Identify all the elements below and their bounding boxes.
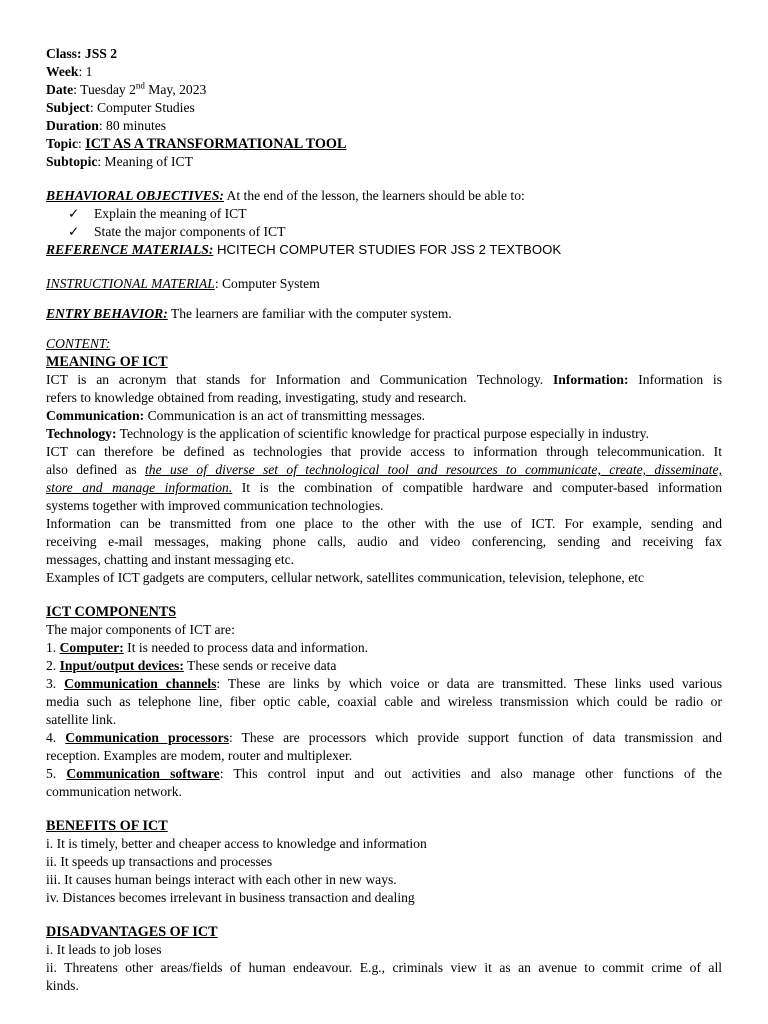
meaning-heading: MEANING OF ICT bbox=[46, 354, 168, 370]
benefits-heading: BENEFITS OF ICT bbox=[46, 818, 168, 834]
meaning-para-line: refers to knowledge obtained from reading, investigating, study and research. bbox=[46, 390, 467, 405]
transmission-line: receiving e-mail messages, making phone calls, audio and video conferencing, sending and receiving fax bbox=[46, 534, 722, 549]
definition-line: also defined as the use of diverse set of technological tool and resources to communicate, create, disseminate, bbox=[46, 462, 722, 477]
components-heading: ICT COMPONENTS bbox=[46, 604, 177, 620]
entry-behavior-line: ENTRY BEHAVIOR: The learners are familiar with the computer system. bbox=[46, 306, 452, 321]
components-intro: The major components of ICT are: bbox=[46, 622, 235, 637]
objective-item: ✓ State the major components of ICT bbox=[68, 224, 286, 239]
subject-line: Subject: Computer Studies bbox=[46, 100, 195, 115]
benefit-item: ii. It speeds up transactions and processes bbox=[46, 854, 273, 869]
reference-line: REFERENCE MATERIALS: HCITECH COMPUTER STUDIES FOR JSS 2 TEXTBOOK bbox=[46, 242, 562, 257]
component-item-cont: media such as telephone line, fiber optic cable, coaxial cable and wireless transmission which could be radio or bbox=[46, 694, 722, 709]
component-item: 4. Communication processors: These are processors which provide support function of data transmission and bbox=[46, 730, 722, 745]
lesson-note-page bbox=[46, 45, 722, 995]
objective-item: ✓ Explain the meaning of ICT bbox=[68, 206, 247, 221]
checkmark-icon: ✓ bbox=[68, 224, 80, 239]
benefit-item: i. It is timely, better and cheaper access to knowledge and information bbox=[46, 836, 427, 851]
date-line: Date: Tuesday 2nd May, 2023 bbox=[46, 80, 207, 97]
component-item: 5. Communication software: This control input and out activities and also manage other functions of the bbox=[46, 766, 723, 781]
component-item: 2. Input/output devices: These sends or receive data bbox=[46, 658, 337, 673]
examples-line: Examples of ICT gadgets are computers, cellular network, satellites communication, television, telephone, etc bbox=[46, 570, 645, 585]
definition-line: systems together with improved communication technologies. bbox=[46, 498, 384, 513]
communication-line: Communication: Communication is an act of transmitting messages. bbox=[46, 408, 426, 423]
duration-line: Duration: 80 minutes bbox=[46, 118, 167, 133]
week-line: Week: 1 bbox=[46, 64, 93, 79]
topic-line: Topic: ICT AS A TRANSFORMATIONAL TOOL bbox=[46, 136, 347, 152]
transmission-line: Information can be transmitted from one place to the other with the use of ICT. For example, sending and bbox=[46, 516, 722, 531]
component-item-cont: reception. Examples are modem, router and multiplexer. bbox=[46, 748, 353, 763]
definition-line: ICT can therefore be defined as technologies that provide access to information through telecommunication. It bbox=[46, 444, 722, 459]
disadvantage-item-cont: kinds. bbox=[46, 978, 79, 993]
definition-line: store and manage information. It is the combination of compatible hardware and computer-based information bbox=[46, 480, 722, 495]
benefit-item: iv. Distances becomes irrelevant in business transaction and dealing bbox=[46, 890, 415, 905]
meaning-para-line: ICT is an acronym that stands for Information and Communication Technology. Information: Information is bbox=[46, 372, 722, 387]
disadvantages-heading: DISADVANTAGES OF ICT bbox=[46, 924, 218, 940]
subtopic-line: Subtopic: Meaning of ICT bbox=[46, 154, 193, 169]
transmission-line: messages, chatting and instant messaging etc. bbox=[46, 552, 295, 567]
content-label: CONTENT: bbox=[46, 336, 111, 351]
disadvantage-item: ii. Threatens other areas/fields of human endeavour. E.g., criminals view it as an avenue to commit crime of all bbox=[46, 960, 722, 975]
technology-line: Technology: Technology is the application of scientific knowledge for practical purpose especially in industry. bbox=[46, 426, 649, 441]
component-item: 1. Computer: It is needed to process data and information. bbox=[46, 640, 369, 655]
component-item-cont: satellite link. bbox=[46, 712, 117, 727]
component-item-cont: communication network. bbox=[46, 784, 182, 799]
disadvantage-item: i. It leads to job loses bbox=[46, 942, 162, 957]
benefit-item: iii. It causes human beings interact with each other in new ways. bbox=[46, 872, 397, 887]
component-item: 3. Communication channels: These are links by which voice or data are transmitted. These links used various bbox=[46, 676, 722, 691]
instructional-line: INSTRUCTIONAL MATERIAL: Computer System bbox=[46, 276, 320, 291]
objectives-line: BEHAVIORAL OBJECTIVES: At the end of the lesson, the learners should be able to: bbox=[46, 188, 525, 203]
class-line: Class: JSS 2 bbox=[46, 46, 118, 61]
checkmark-icon: ✓ bbox=[68, 206, 80, 221]
